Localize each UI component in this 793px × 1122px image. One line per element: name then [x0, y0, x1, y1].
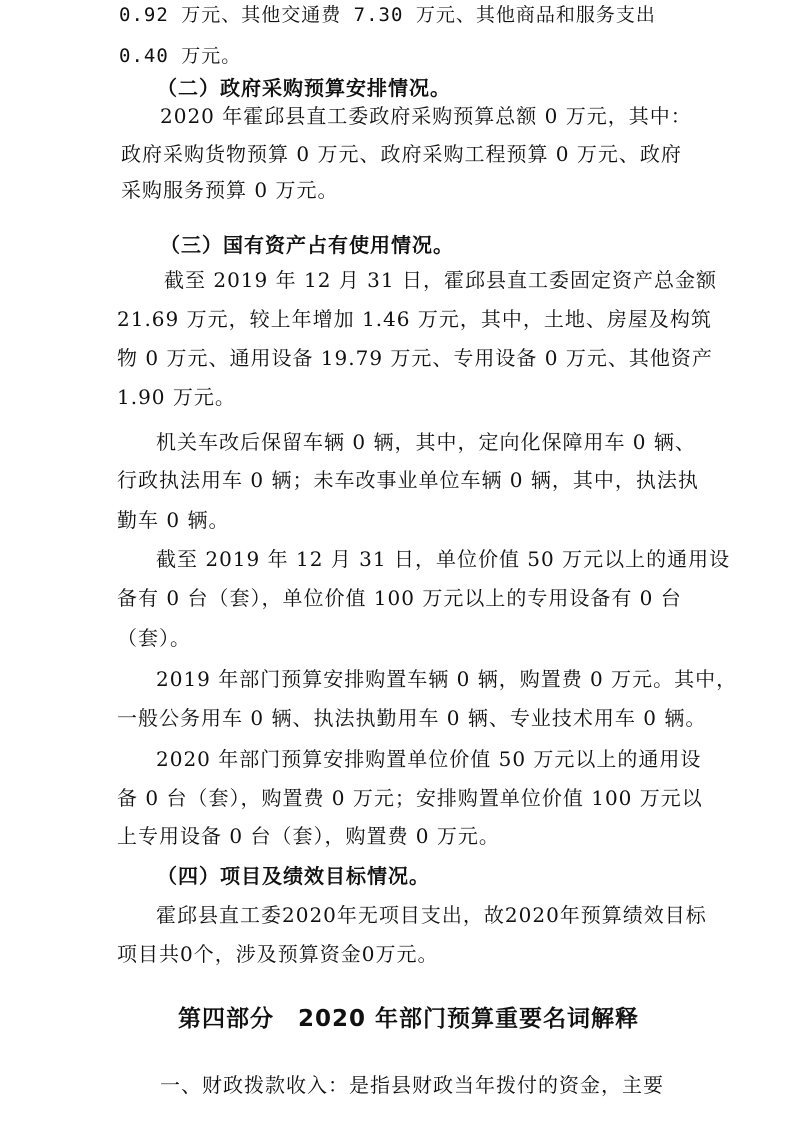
text-line: 21.69 万元，较上年增加 1.46 万元，其中，土地、房屋及构筑	[117, 307, 712, 331]
text-line: 一般公务用车 0 辆、执法执勤用车 0 辆、专业技术用车 0 辆。	[117, 706, 707, 730]
text-line: 项目共0个，涉及预算资金0万元。	[117, 942, 439, 966]
text-line: 机关车改后保留车辆 0 辆，其中，定向化保障用车 0 辆、	[156, 430, 696, 454]
text-line: 行政执法用车 0 辆；未车改事业单位车辆 0 辆，其中，执法执	[117, 468, 699, 492]
text-line: 2020 年霍邱县直工委政府采购预算总额 0 万元，其中：	[160, 104, 692, 128]
text-line: 上专用设备 0 台（套），购置费 0 万元。	[117, 824, 500, 848]
text-line: 政府采购货物预算 0 万元、政府采购工程预算 0 万元、政府	[121, 142, 682, 166]
text-line: 物 0 万元、通用设备 19.79 万元、专用设备 0 万元、其他资产	[117, 346, 713, 370]
text-line: 备 0 台（套），购置费 0 万元；安排购置单位价值 100 万元以	[117, 786, 703, 810]
text-line: 0.92 万元、其他交通费 7.30 万元、其他商品和服务支出	[119, 4, 656, 26]
text-line: 一、财政拨款收入：是指县财政当年拨付的资金，主要	[160, 1073, 664, 1097]
text-line: 1.90 万元。	[117, 385, 236, 409]
text-line: 截至 2019 年 12 月 31 日，单位价值 50 万元以上的通用设	[156, 547, 731, 571]
section-heading: （二）政府采购预算安排情况。	[157, 76, 451, 100]
part-title: 第四部分 2020 年部门预算重要名词解释	[178, 1006, 640, 1032]
section-heading: （四）项目及绩效目标情况。	[157, 864, 430, 888]
text-line: 备有 0 台（套），单位价值 100 万元以上的专用设备有 0 台	[117, 586, 682, 610]
text-line: 0.40 万元。	[119, 45, 242, 67]
text-line: 截至 2019 年 12 月 31 日，霍邱县直工委固定资产总金额	[164, 268, 717, 292]
text-line: 勤车 0 辆。	[117, 508, 230, 532]
text-line: （套）。	[117, 626, 191, 650]
text-line: 采购服务预算 0 万元。	[121, 178, 339, 202]
section-heading: （三）国有资产占有使用情况。	[160, 233, 454, 257]
text-line: 霍邱县直工委2020年无项目支出，故2020年预算绩效目标	[156, 903, 707, 927]
text-line: 2020 年部门预算安排购置单位价值 50 万元以上的通用设	[156, 747, 702, 771]
text-line: 2019 年部门预算安排购置车辆 0 辆，购置费 0 万元。其中，	[156, 667, 738, 691]
